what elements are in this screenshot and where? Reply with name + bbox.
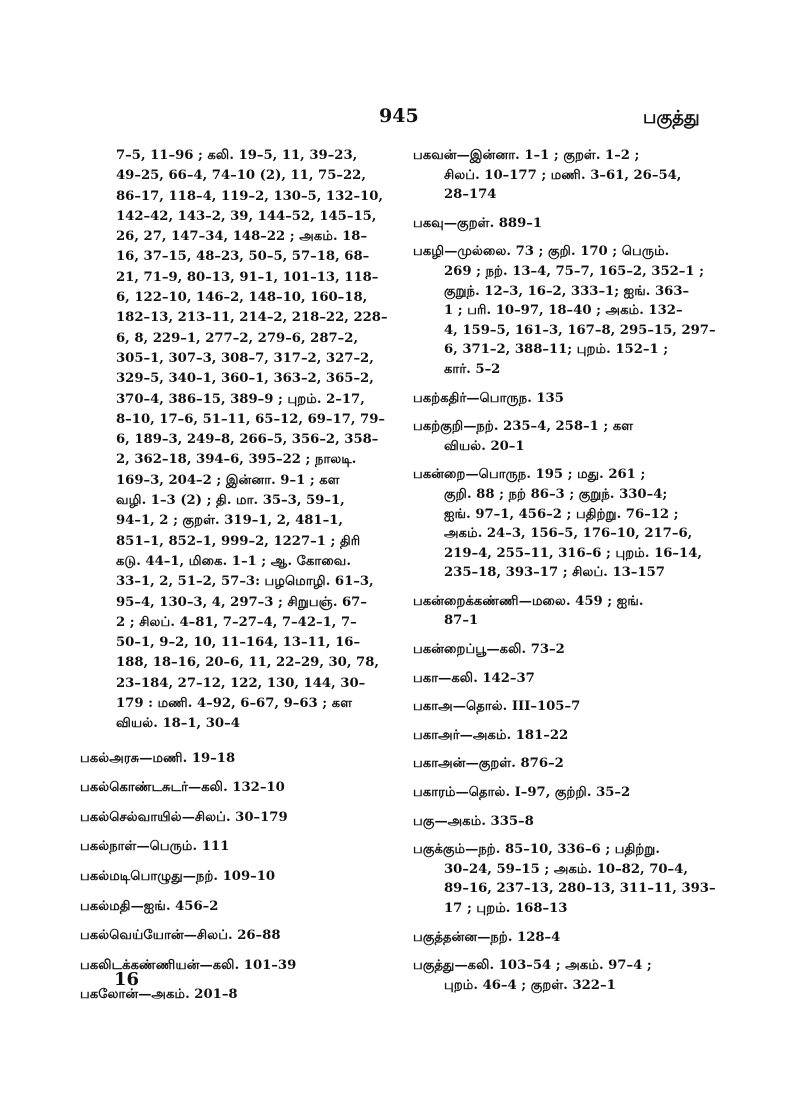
right-entry-list: [413, 146, 729, 995]
entry-headline: பகுக்கும்—நற். 85–10, 336–6 ; பதிற்று.: [413, 842, 660, 858]
index-entry: [80, 837, 392, 857]
entry-continuation: 17 ; புறம். 168–13: [444, 901, 568, 916]
index-entry: [413, 812, 729, 832]
entry-headline: பகு—அகம். 335–8: [413, 813, 534, 829]
continued-entry: [80, 146, 392, 735]
entry-headline: பகவு—குறள். 889–1: [413, 215, 543, 231]
index-entry: [413, 726, 729, 746]
continuation-line: 50–1, 9–2, 10, 11–164, 13–11, 16–: [116, 635, 361, 651]
entry-continuation: சிலப். 10–177 ; மணி. 3–61, 26–54,: [444, 167, 682, 183]
index-entry: [413, 783, 729, 803]
index-entry: [413, 592, 729, 631]
entry-headline: பகல்கொண்டசுடர்—கலி. 132–10: [80, 780, 285, 796]
entry-continuation: 269 ; நற். 13–4, 75–7, 165–2, 352–1 ;: [444, 263, 705, 279]
continuation-line: 26, 27, 147–34, 148–22 ; அகம். 18–: [116, 229, 368, 245]
entry-headline: பகுத்தன்ன—நற். 128–4: [413, 929, 561, 945]
entry-continuation: ஐங். 97–1, 456–2 ; பதிற்று. 76–12 ;: [444, 506, 679, 522]
index-entry: [413, 214, 729, 234]
continuation-line: 179 : மணி. 4–92, 6–67, 9–63 ; கள: [116, 696, 353, 712]
index-entry: [413, 242, 729, 379]
continuation-line: 6, 189–3, 249–8, 266–5, 356–2, 358–: [116, 432, 379, 448]
index-entry: [80, 778, 392, 798]
index-entry: [413, 465, 729, 583]
continuation-line: 16, 37–15, 48–23, 50–5, 57–18, 68–: [116, 249, 370, 265]
index-entry: [413, 640, 729, 660]
entry-continuation: 219–4, 255–11, 316–6 ; புறம். 16–14,: [444, 545, 702, 561]
entry-headline: பகா—கலி. 142–37: [413, 670, 535, 686]
continuation-line: 2, 362–18, 394–6, 395–22 ; நாலடி.: [116, 452, 357, 468]
continuation-line: 8–10, 17–6, 51–11, 65–12, 69–17, 79–: [116, 411, 385, 427]
entry-continuation: கார். 5–2: [444, 361, 501, 377]
entry-continuation: குறி. 88 ; நற் 86–3 ; குறுந். 330–4;: [444, 486, 668, 502]
entry-continuation: 1 ; பரி. 10–97, 18–40 ; அகம். 132–: [444, 303, 683, 319]
entry-continuation: வியல். 20–1: [444, 438, 525, 454]
entry-headline: பகாஅன்—குறள். 876–2: [413, 756, 564, 772]
continuation-line: 94–1, 2 ; குறள். 319–1, 2, 481–1,: [116, 513, 343, 529]
continuation-line: 142–42, 143–2, 39, 144–52, 145–15,: [116, 208, 377, 224]
left-column: [80, 146, 392, 1015]
entry-headline: பகல்வெய்யோன்—சிலப். 26–88: [80, 928, 281, 944]
entry-headline: பகலிடக்கண்ணியன்—கலி. 101–39: [80, 957, 297, 973]
index-entry: [413, 697, 729, 717]
entry-headline: பகல்செல்வாயில்—சிலப். 30–179: [80, 809, 288, 825]
entry-headline: பகல்மடிபொழுது—நற். 109–10: [80, 868, 276, 884]
entry-headline: பகன்றைப்பூ—கலி. 73–2: [413, 642, 565, 658]
continuation-line: வழி. 1–3 (2) ; தி. மா. 35–3, 59–1,: [116, 493, 345, 509]
entry-headline: பகலோன்—அகம். 201–8: [80, 987, 238, 1003]
index-entry: [80, 867, 392, 887]
entry-continuation: 28–174: [444, 187, 497, 203]
entry-headline: பகாஅ—தொல். III–105–7: [413, 699, 581, 715]
continuation-line: 182–13, 213–11, 214–2, 218–22, 228–: [116, 310, 388, 326]
continuation-line: 49–25, 66–4, 74–10 (2), 11, 75–22,: [116, 168, 366, 184]
page-number: 945: [379, 105, 419, 127]
entry-continuation: 89–16, 237–13, 280–13, 311–11, 393–: [444, 881, 716, 897]
entry-headline: பகாஅர்—அகம். 181–22: [413, 727, 569, 743]
entry-continuation: புறம். 46–4 ; குறள். 322–1: [444, 977, 616, 993]
continuation-line: 23–184, 27–12, 122, 130, 144, 30–: [116, 675, 366, 691]
continuation-line: 6, 122–10, 146–2, 148–10, 160–18,: [116, 290, 368, 306]
index-entry: [80, 808, 392, 828]
continuation-line: 33–1, 2, 51–2, 57–3: பழமொழி. 61–3,: [116, 574, 374, 590]
entry-headline: பகல்நாள்—பெரும். 111: [80, 839, 230, 855]
left-entry-list: [80, 749, 392, 1005]
continuation-line: 305–1, 307–3, 308–7, 317–2, 327–2,: [116, 350, 374, 366]
continuation-line: 7–5, 11–96 ; கலி. 19–5, 11, 39–23,: [116, 148, 358, 163]
continuation-line: 95–4, 130–3, 4, 297–3 ; சிறுபஞ். 67–: [116, 594, 367, 610]
folio: 16: [114, 969, 140, 990]
index-entry: [413, 417, 729, 456]
entry-continuation: 30–24, 59–15 ; அகம். 10–82, 70–4,: [444, 861, 688, 877]
continuation-line: வியல். 18–1, 30–4: [116, 716, 240, 732]
continuation-line: 21, 71–9, 80–13, 91–1, 101–13, 118–: [116, 269, 379, 285]
index-entry: [80, 926, 392, 946]
entry-headline: பகற்கதிர்—பொருந. 135: [413, 390, 564, 406]
entry-continuation: அகம். 24–3, 156–5, 176–10, 217–6,: [444, 526, 693, 542]
entry-headline: பகன்றை—பொருந. 195 ; மது. 261 ;: [413, 467, 646, 483]
entry-continuation: 87–1: [444, 613, 479, 629]
index-entry: [80, 749, 392, 769]
index-entry: [413, 669, 729, 689]
index-entry: [80, 897, 392, 917]
entry-headline: பகல்மதி—ஐங். 456–2: [80, 898, 219, 914]
entry-headline: பகற்குறி—நற். 235–4, 258–1 ; கள: [413, 419, 634, 435]
continuation-line: 2 ; சிலப். 4–81, 7–27–4, 7–42–1, 7–: [116, 614, 357, 630]
index-entry: [413, 928, 729, 948]
continuation-line: 329–5, 340–1, 360–1, 363–2, 365–2,: [116, 371, 374, 387]
index-entry: [413, 956, 729, 995]
index-entry: [413, 840, 729, 918]
entry-continuation: 4, 159–5, 161–3, 167–8, 295–15, 297–: [444, 322, 716, 338]
entry-headline: பகாரம்—தொல். I–97, குற்றி. 35–2: [413, 785, 631, 801]
continuation-line: 370–4, 386–15, 389–9 ; புறம். 2–17,: [116, 391, 365, 407]
continuation-line: 86–17, 118–4, 119–2, 130–5, 132–10,: [116, 188, 383, 204]
entry-headline: பகல்அரசு—மணி. 19–18: [80, 750, 236, 766]
index-entry: [413, 754, 729, 774]
running-head: பகுத்து: [643, 107, 700, 128]
continuation-line: கடு. 44–1, மிகை. 1–1 ; ஆ. கோவை.: [116, 553, 352, 569]
index-entry: [413, 146, 729, 205]
entry-continuation: குறுந். 12–3, 16–2, 333–1; ஐங். 363–: [444, 283, 690, 299]
entry-headline: பகவன்—இன்னா. 1–1 ; குறள். 1–2 ;: [413, 148, 640, 163]
continuation-line: 851–1, 852–1, 999–2, 1227–1 ; திரி: [116, 533, 361, 549]
entry-continuation: 6, 371–2, 388–11; புறம். 152–1 ;: [444, 342, 669, 358]
entry-headline: பகுத்து—கலி. 103–54 ; அகம். 97–4 ;: [413, 958, 652, 974]
index-entry: [413, 389, 729, 409]
entry-continuation: 235–18, 393–17 ; சிலப். 13–157: [444, 565, 665, 581]
continuation-line: 6, 8, 229–1, 277–2, 279–6, 287–2,: [116, 330, 359, 346]
continuation-line: 169–3, 204–2 ; இன்னா. 9–1 ; கள: [116, 472, 340, 488]
continuation-line: 188, 18–16, 20–6, 11, 22–29, 30, 78,: [116, 655, 379, 671]
entry-headline: பகன்றைக்கண்ணி—மலை. 459 ; ஐங்.: [413, 593, 644, 609]
entry-headline: பகழி—முல்லை. 73 ; குறி. 170 ; பெரும்.: [413, 244, 670, 260]
right-column: [413, 146, 729, 1004]
